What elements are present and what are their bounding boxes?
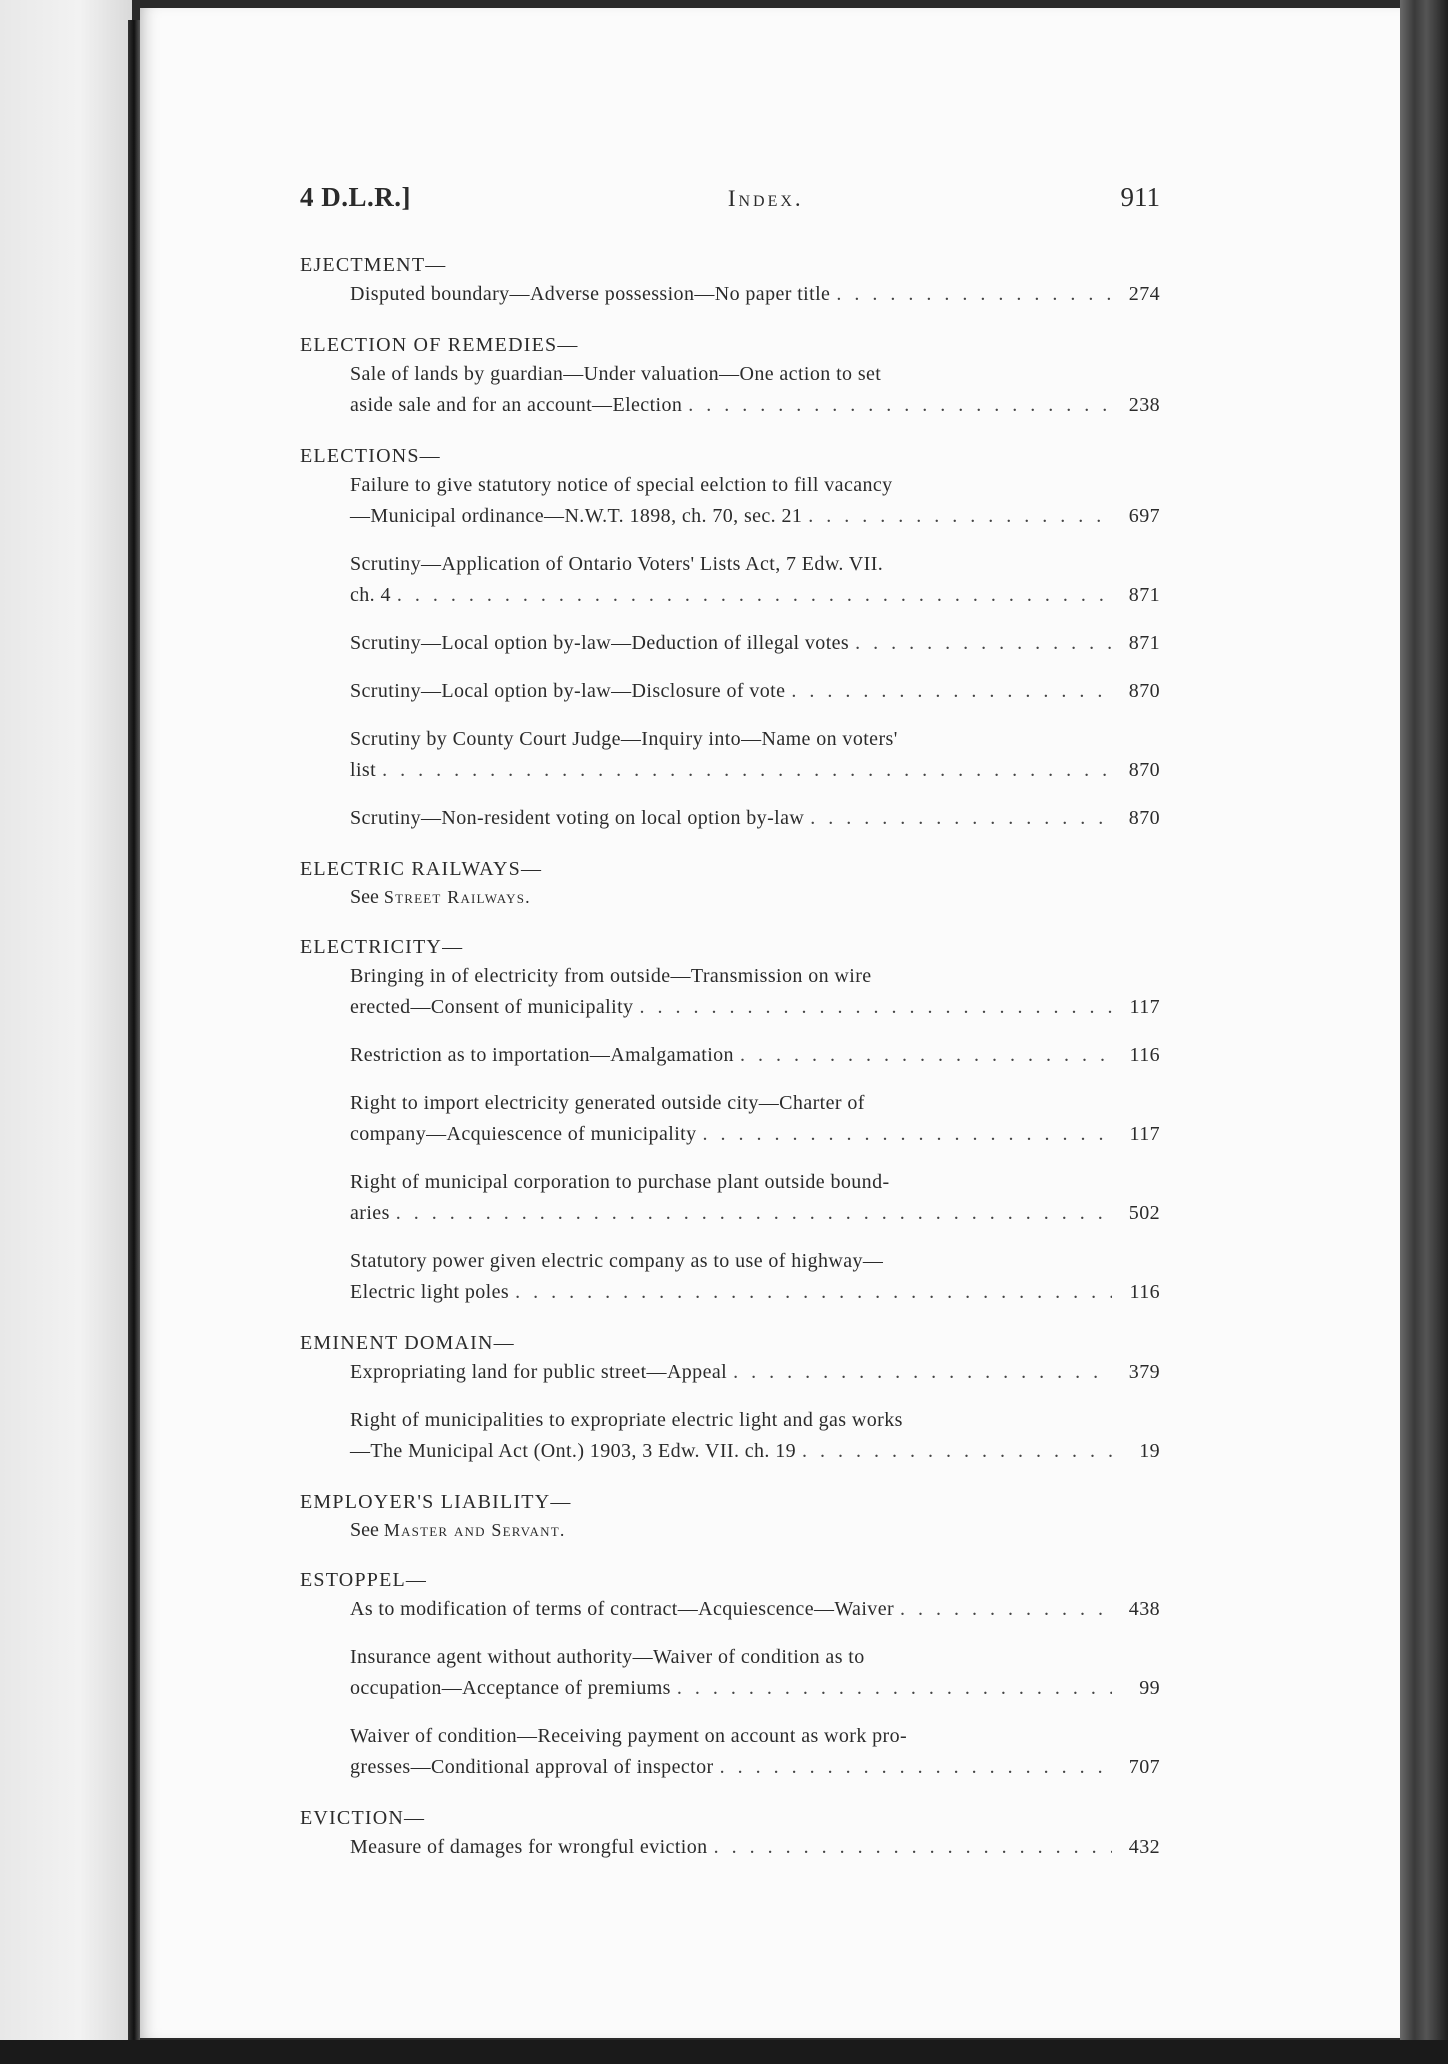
entry-last-line [350,1436,1160,1467]
entry-last-line [350,1357,1160,1388]
entry-text: occupation—Acceptance of premiums [350,1677,671,1699]
dot-leader [808,501,1112,532]
volume-label: 4 D.L.R.] [300,182,411,212]
entry-text: Right of municipal corporation to purchase plant outside bound- [350,1171,890,1193]
entry-last-line [350,1832,1160,1863]
dot-leader [855,628,1112,659]
dot-leader [396,1198,1112,1229]
entry-page-number: 274 [1128,283,1160,305]
entry-last-line [350,1040,1160,1071]
entry-last-line [350,1594,1160,1625]
index-entry [350,676,1160,707]
entry-page-number: 379 [1128,1361,1160,1383]
dot-leader [810,803,1112,834]
index-entry [350,1721,1160,1783]
entry-page-number: 871 [1128,584,1160,606]
entry-last-line [350,1198,1160,1229]
entry-page-number: 19 [1139,1440,1160,1462]
entry-text: Scrutiny—Local option by-law—Disclosure of vote [350,680,786,702]
page-number: 911 [1120,182,1160,212]
entry-text: Right of municipalities to expropriate electric light and gas works [350,1409,903,1431]
index-heading: EMPLOYER'S LIABILITY— [300,1491,572,1513]
cross-reference-target: Master and Servant. [383,1520,566,1540]
entry-page-number: 871 [1128,632,1160,654]
entry-page-number: 117 [1129,1123,1160,1145]
entry-page-number: 697 [1128,505,1160,527]
index-body [300,252,1160,1863]
entry-text: Disputed boundary—Adverse possession—No paper title [350,283,831,305]
entry-text: erected—Consent of municipality [350,996,634,1018]
index-heading: EMINENT DOMAIN— [300,1332,515,1354]
entry-text: Electric light poles [350,1281,510,1303]
index-entry [350,1167,1160,1229]
entry-page-number: 116 [1129,1044,1160,1066]
scan-bottom-edge [0,2040,1448,2064]
page-stack-edge [1400,0,1448,2064]
index-entry [350,1594,1160,1625]
entry-text: —Municipal ordinance—N.W.T. 1898, ch. 70, sec. 21 [350,505,803,527]
dot-leader [382,755,1112,786]
index-heading: ELECTRIC RAILWAYS— [300,858,543,880]
facing-page-edge [0,0,132,2040]
entry-page-number: 707 [1128,1756,1160,1778]
index-entry [350,1246,1160,1308]
index-heading: ELECTIONS— [300,445,441,467]
entry-last-line [350,1752,1160,1783]
entry-text: aside sale and for an account—Election [350,394,683,416]
index-entry [350,628,1160,659]
entry-page-number: 870 [1128,680,1160,702]
entry-last-line [350,1277,1160,1308]
entry-text: Expropriating land for public street—Appeal [350,1361,728,1383]
dot-leader [791,676,1112,707]
entry-page-number: 99 [1139,1677,1160,1699]
index-entry [350,470,1160,532]
index-heading: ELECTION OF REMEDIES— [300,334,579,356]
index-entry [350,279,1160,310]
dot-leader [720,1752,1112,1783]
entry-last-line [350,992,1160,1023]
entry-text: Scrutiny—Local option by-law—Deduction of illegal votes [350,632,850,654]
index-entry [350,1832,1160,1863]
see-prefix: See [350,1519,379,1541]
entry-text: company—Acquiescence of municipality [350,1123,697,1145]
dot-leader [802,1436,1112,1467]
dot-leader [515,1277,1112,1308]
dot-leader [677,1673,1112,1704]
index-heading: EJECTMENT— [300,254,447,276]
entry-page-number: 238 [1128,394,1160,416]
index-entry [350,1357,1160,1388]
cross-reference [350,883,1160,912]
entry-text: As to modification of terms of contract—Acquiescence—Waiver [350,1598,895,1620]
entry-text: Scrutiny—Non-resident voting on local option by-law [350,807,805,829]
entry-text: —The Municipal Act (Ont.) 1903, 3 Edw. VII. ch. 19 [350,1440,797,1462]
index-entry [350,549,1160,611]
entry-page-number: 117 [1129,996,1160,1018]
entry-last-line [350,390,1160,421]
entry-page-number: 870 [1128,807,1160,829]
cross-reference [350,1516,1160,1545]
entry-page-number: 438 [1128,1598,1160,1620]
dot-leader [900,1594,1112,1625]
index-entry [350,724,1160,786]
entry-last-line [350,628,1160,659]
see-prefix: See [350,886,379,908]
dot-leader [836,279,1112,310]
entry-last-line [350,676,1160,707]
dot-leader [733,1357,1112,1388]
entry-page-number: 870 [1128,759,1160,781]
index-content [300,182,1160,1863]
dot-leader [703,1119,1112,1150]
entry-last-line [350,803,1160,834]
book-gutter [128,20,140,2045]
entry-last-line [350,279,1160,310]
entry-text: Scrutiny by County Court Judge—Inquiry into—Name on voters' [350,728,898,750]
entry-text: Sale of lands by guardian—Under valuation—One action to set [350,363,882,385]
entry-text: Scrutiny—Application of Ontario Voters' Lists Act, 7 Edw. VII. [350,553,884,575]
entry-page-number: 502 [1128,1202,1160,1224]
entry-text: Failure to give statutory notice of special eelction to fill vacancy [350,474,893,496]
entry-text: Insurance agent without authority—Waiver of condition as to [350,1646,865,1668]
running-head [300,182,1160,222]
dot-leader [397,580,1112,611]
index-heading: ELECTRICITY— [300,936,464,958]
index-heading: EVICTION— [300,1807,426,1829]
entry-page-number: 432 [1128,1836,1160,1858]
entry-last-line [350,580,1160,611]
entry-text: Bringing in of electricity from outside—Transmission on wire [350,965,872,987]
entry-text: Waiver of condition—Receiving payment on account as work pro- [350,1725,908,1747]
entry-text: Right to import electricity generated outside city—Charter of [350,1092,865,1114]
entry-page-number: 116 [1129,1281,1160,1303]
page-title: Index. [727,186,804,211]
dot-leader [714,1832,1112,1863]
index-entry [350,1405,1160,1467]
index-heading: ESTOPPEL— [300,1569,428,1591]
dot-leader [688,390,1112,421]
index-entry [350,359,1160,421]
entry-text: gresses—Conditional approval of inspector [350,1756,714,1778]
cross-reference-target: Street Railways. [383,887,531,907]
entry-last-line [350,755,1160,786]
dot-leader [740,1040,1112,1071]
index-entry [350,1642,1160,1704]
entry-text: Restriction as to importation—Amalgamation [350,1044,734,1066]
entry-text: aries [350,1202,390,1224]
entry-text: ch. 4 [350,584,391,606]
dot-leader [639,992,1112,1023]
index-entry [350,1088,1160,1150]
entry-last-line [350,1673,1160,1704]
entry-last-line [350,501,1160,532]
index-entry [350,1040,1160,1071]
entry-text: list [350,759,377,781]
index-entry [350,803,1160,834]
index-entry [350,961,1160,1023]
entry-last-line [350,1119,1160,1150]
entry-text: Measure of damages for wrongful eviction [350,1836,708,1858]
entry-text: Statutory power given electric company as to use of highway— [350,1250,884,1272]
